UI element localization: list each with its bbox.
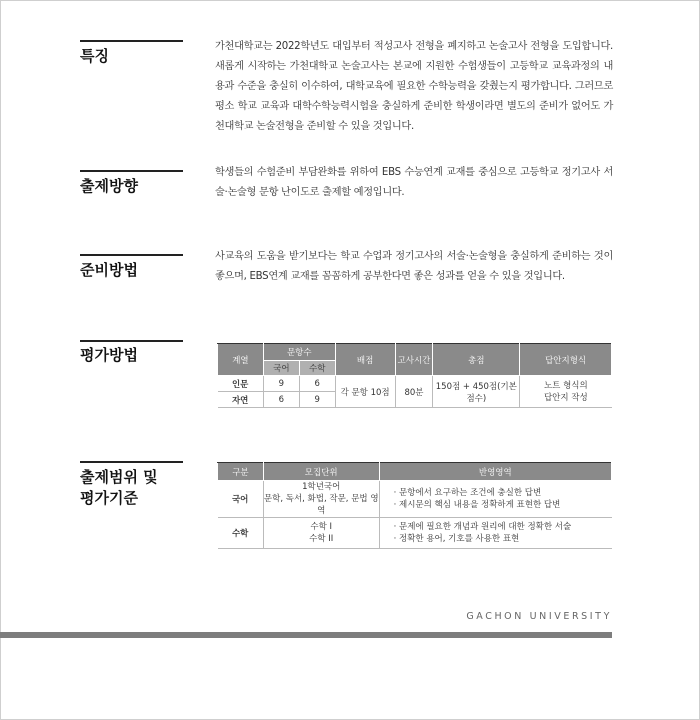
table-row (218, 481, 612, 518)
area-line: · 제시문의 핵심 내용을 정확하게 표현한 답변 (393, 500, 561, 510)
category-cell: 국어 (218, 481, 264, 518)
section-rule (80, 340, 183, 342)
units-line: 1학년국어 (302, 482, 341, 492)
section-title-preparation: 준비방법 (80, 261, 138, 279)
units-cell (263, 481, 379, 518)
header-total: 총점 (433, 344, 520, 376)
header-points: 배점 (335, 344, 395, 376)
scope-table (217, 462, 612, 549)
section-body-features: 가천대학교는 2022학년도 대입부터 적성고사 전형을 폐지하고 논술고사 전형을 도입합니다. 새롭게 시작하는 가천대학교 논술고사는 본교에 지원한 수험생들이 고등학교 교육과정의 내용과 수준을 충실히 이수하여, 대학교육에 필요한 수학능력을 갖췄는지 평가합니다. 그러므로 평소 학교 교육과 대학수학능력시험을 충실하게 준비한 학생이라면 별도의 준비가 없어도 가천대학교 논술전형을 준비할 수 있을 것입니다. (215, 41, 613, 132)
math-count-cell: 6 (299, 376, 335, 392)
section-rule (80, 461, 183, 463)
areas-cell (379, 518, 611, 549)
track-cell: 인문 (218, 376, 264, 392)
units-line: 수학 I (310, 522, 333, 532)
math-count-cell: 9 (299, 392, 335, 408)
footer-brand: GACHON UNIVERSITY (466, 611, 612, 622)
header-areas: 반영영역 (379, 463, 611, 481)
units-cell (263, 518, 379, 549)
header-answer-format: 답안지형식 (520, 344, 612, 376)
total-cell: 150점 + 450점(기본점수) (433, 376, 520, 408)
section-body-preparation: 사교육의 도움을 받기보다는 학교 수업과 정기고사의 서술·논술형을 충실하게 준비하는 것이 좋으며, EBS연계 교재를 꼼꼼하게 공부한다면 좋은 성과를 얻을 수 있을 것입니다. (215, 251, 613, 282)
section-title-evaluation: 평가방법 (80, 346, 138, 364)
duration-cell: 80분 (395, 376, 433, 408)
header-units: 모집단위 (263, 463, 379, 481)
section-title-scope: 출제범위 및 평가기준 (80, 468, 158, 507)
points-cell: 각 문항 10점 (335, 376, 395, 408)
category-cell: 수학 (218, 518, 264, 549)
header-category: 구분 (218, 463, 264, 481)
units-line: 수학 II (309, 534, 334, 544)
header-questions: 문항수 (263, 344, 335, 361)
table-row (218, 518, 612, 549)
areas-cell (379, 481, 611, 518)
section-rule (80, 170, 183, 172)
section-title-direction: 출제방향 (80, 177, 138, 195)
section-title-features: 특징 (80, 47, 109, 65)
header-duration: 고사시간 (395, 344, 433, 376)
footer-bar (0, 632, 612, 638)
header-track: 계열 (218, 344, 264, 376)
section-body-direction: 학생들의 수험준비 부담완화를 위하여 EBS 수능연계 교재를 중심으로 고등학교 정기고사 서술·논술형 문항 난이도로 출제할 예정입니다. (215, 167, 613, 198)
answer-format-cell (520, 376, 612, 408)
units-line: 문학, 독서, 화법, 작문, 문법 영역 (263, 494, 379, 516)
table-row (218, 376, 612, 392)
korean-count-cell: 9 (263, 376, 299, 392)
answer-format-line: 노트 형식의 (543, 380, 588, 391)
area-line: · 정확한 용어, 기호를 사용한 표현 (393, 534, 520, 544)
track-cell: 자연 (218, 392, 264, 408)
korean-count-cell: 6 (263, 392, 299, 408)
header-math: 수학 (299, 361, 335, 376)
section-rule (80, 40, 183, 42)
area-line: · 문항에서 요구하는 조건에 충실한 답변 (393, 488, 542, 498)
area-line: · 문제에 필요한 개념과 원리에 대한 정확한 서술 (393, 522, 572, 532)
header-korean: 국어 (263, 361, 299, 376)
section-rule (80, 254, 183, 256)
evaluation-table (217, 343, 612, 408)
answer-format-line: 답안지 작성 (543, 392, 588, 403)
